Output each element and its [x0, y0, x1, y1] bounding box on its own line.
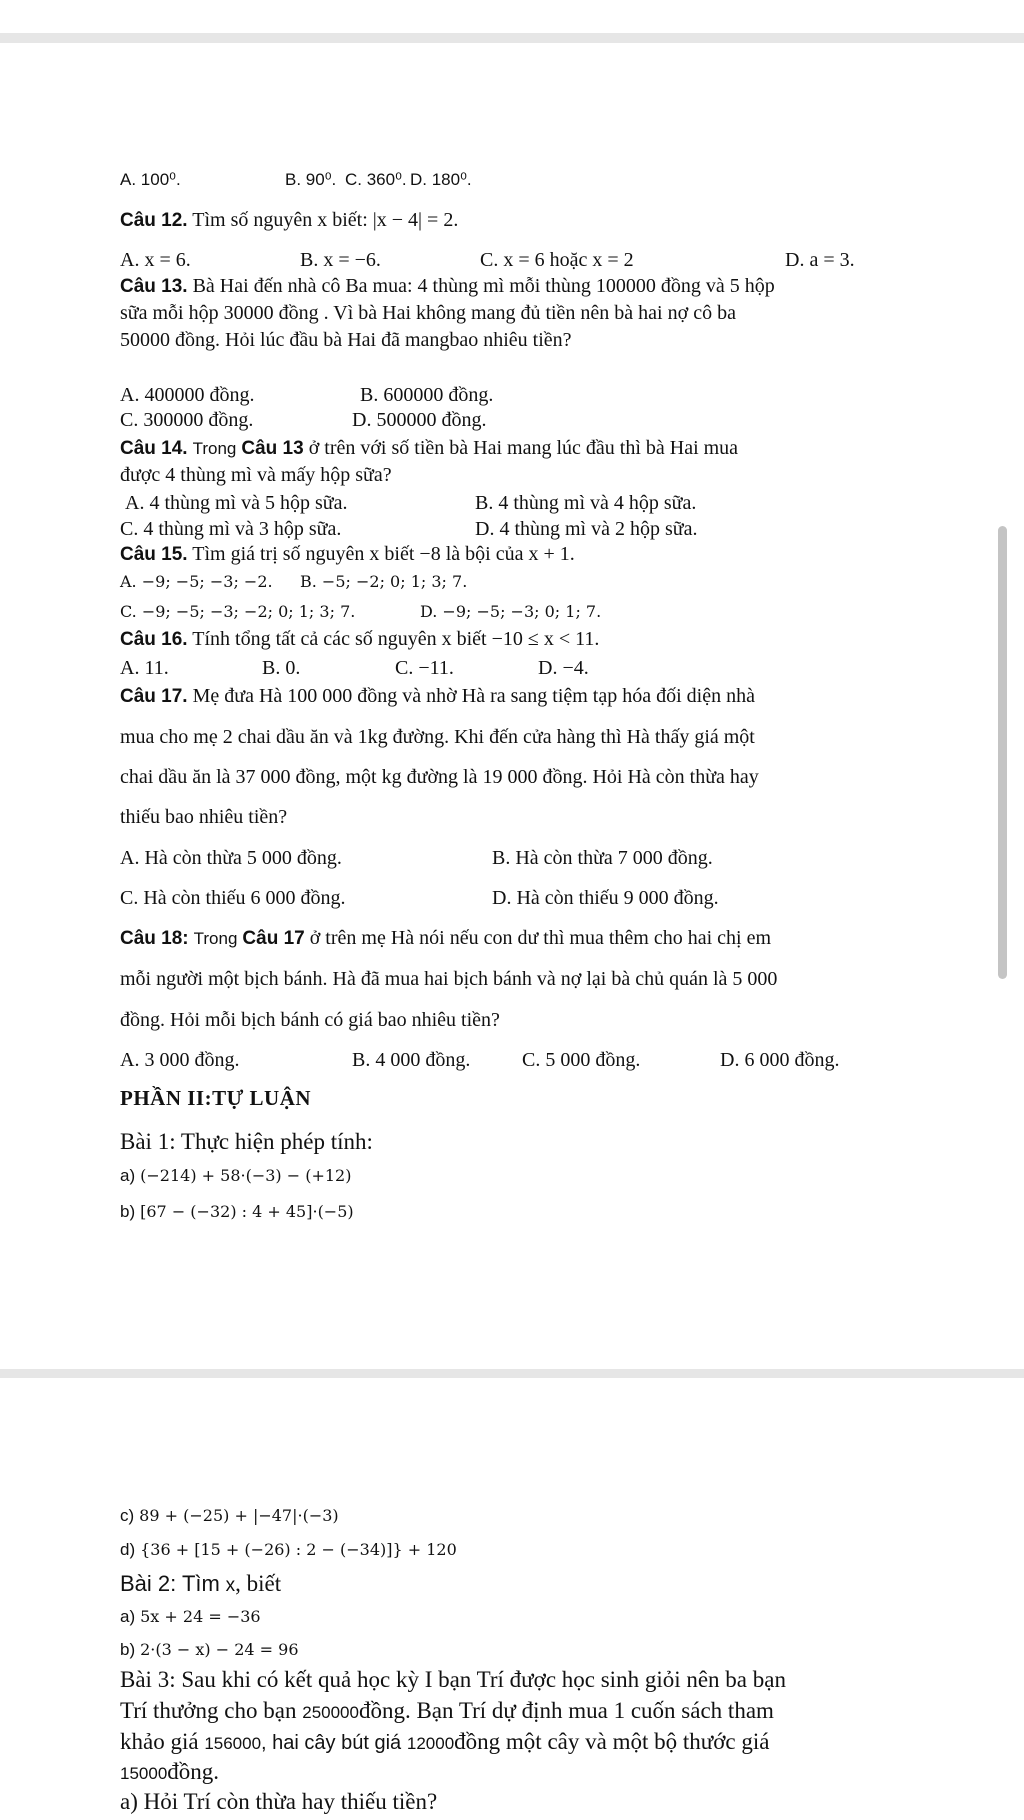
q18-option-a: A. 3 000 đồng.	[120, 1049, 240, 1071]
q13-option-c: C. 300000 đồng.	[120, 409, 254, 431]
q17-line-3: chai dầu ăn là 37 000 đồng, một kg đường là 19 000 đồng. Hỏi Hà còn thừa hay	[120, 766, 759, 788]
q18-option-b: B. 4 000 đồng.	[352, 1049, 471, 1071]
q15-option-d: D. −9; −5; −3; 0; 1; 7.	[420, 602, 602, 621]
q14-option-d: D. 4 thùng mì và 2 hộp sữa.	[475, 518, 698, 540]
q18-line-3: đồng. Hỏi mỗi bịch bánh có giá bao nhiêu tiền?	[120, 1009, 500, 1031]
q18-line-2: mỗi người một bịch bánh. Hà đã mua hai bịch bánh và nợ lại bà chủ quán là 5 000	[120, 968, 778, 990]
q15-option-c: C. −9; −5; −3; −2; 0; 1; 3; 7.	[120, 602, 356, 621]
q11-option-d: D. 180⁰.	[410, 170, 472, 189]
bai-3-line-1: Bài 3: Sau khi có kết quả học kỳ I bạn Trí được học sinh giỏi nên ba bạn	[120, 1667, 786, 1692]
q12-option-d: D. a = 3.	[785, 249, 855, 271]
q15-question: Câu 15. Tìm giá trị số nguyên x biết −8 là bội của x + 1.	[120, 543, 575, 565]
q14-option-a: A. 4 thùng mì và 5 hộp sữa.	[125, 492, 348, 514]
q13-line-1: Câu 13. Bà Hai đến nhà cô Ba mua: 4 thùng mì mỗi thùng 100000 đồng và 5 hộp	[120, 275, 775, 297]
q14-option-b: B. 4 thùng mì và 4 hộp sữa.	[475, 492, 697, 514]
q12-question: Câu 12. Tìm số nguyên x biết: |x − 4| = 2.	[120, 209, 459, 231]
q13-option-d: D. 500000 đồng.	[352, 409, 487, 431]
q11-option-a: A. 100⁰.	[120, 170, 181, 189]
q17-option-a: A. Hà còn thừa 5 000 đồng.	[120, 847, 342, 869]
q16-option-a: A. 11.	[120, 657, 169, 679]
q11-option-b: B. 90⁰.	[285, 170, 337, 189]
bai-2-title: Bài 2: Tìm x, biết	[120, 1571, 282, 1596]
q14-line-2: được 4 thùng mì và mấy hộp sữa?	[120, 464, 392, 486]
q17-option-b: B. Hà còn thừa 7 000 đồng.	[492, 847, 713, 869]
q16-option-d: D. −4.	[538, 657, 589, 679]
q18-option-c: C. 5 000 đồng.	[522, 1049, 641, 1071]
bai-3-line-2: Trí thưởng cho bạn 250000đồng. Bạn Trí dự định mua 1 cuốn sách tham	[120, 1698, 774, 1723]
bai-3-line-3: khảo giá 156000, hai cây bút giá 12000đồng một cây và một bộ thước giá	[120, 1729, 770, 1754]
q13-option-a: A. 400000 đồng.	[120, 384, 255, 406]
q13-line-3: 50000 đồng. Hỏi lúc đầu bà Hai đã mangbao nhiêu tiền?	[120, 329, 572, 351]
q16-option-b: B. 0.	[262, 657, 301, 679]
q17-line-2: mua cho mẹ 2 chai dầu ăn và 1kg đường. Khi đến cửa hàng thì Hà thấy giá một	[120, 726, 755, 748]
bai-3-line-4: 15000đồng.	[120, 1759, 220, 1784]
q13-line-2: sữa mỗi hộp 30000 đồng . Vì bà Hai không mang đủ tiền nên bà hai nợ cô ba	[120, 302, 736, 324]
bai-1-a: a) (−214) + 58·(−3) − (+12)	[120, 1166, 352, 1185]
part-2-title: PHẦN II:TỰ LUẬN	[120, 1086, 312, 1110]
top-gray-band	[0, 33, 1024, 43]
q12-option-a: A. x = 6.	[120, 249, 191, 271]
bai-1-title: Bài 1: Thực hiện phép tính:	[120, 1129, 373, 1154]
scrollbar-thumb[interactable]	[998, 526, 1007, 979]
q17-line-4: thiếu bao nhiêu tiền?	[120, 806, 288, 828]
bai-1-b: b) [67 − (−32) : 4 + 45]·(−5)	[120, 1202, 354, 1221]
q15-option-b: B. −5; −2; 0; 1; 3; 7.	[300, 572, 468, 591]
q14-line-1: Câu 14. Trong Câu 13 ở trên với số tiền bà Hai mang lúc đầu thì bà Hai mua	[120, 437, 739, 459]
q13-option-b: B. 600000 đồng.	[360, 384, 494, 406]
bai-3-question-a: a) Hỏi Trí còn thừa hay thiếu tiền?	[120, 1789, 438, 1814]
bai-1-d: d) {36 + [15 + (−26) : 2 − (−34)]} + 120	[120, 1540, 457, 1559]
bai-2-a: a) 5x + 24 = −36	[120, 1607, 261, 1626]
q12-option-c: C. x = 6 hoặc x = 2	[480, 249, 634, 271]
bai-2-b: b) 2·(3 − x) − 24 = 96	[120, 1640, 299, 1659]
q12-option-b: B. x = −6.	[300, 249, 381, 271]
q14-option-c: C. 4 thùng mì và 3 hộp sữa.	[120, 518, 342, 540]
q17-option-d: D. Hà còn thiếu 9 000 đồng.	[492, 887, 719, 909]
q16-question: Câu 16. Tính tổng tất cả các số nguyên x biết −10 ≤ x < 11.	[120, 628, 600, 650]
q17-line-1: Câu 17. Mẹ đưa Hà 100 000 đồng và nhờ Hà ra sang tiệm tạp hóa đối diện nhà	[120, 685, 755, 707]
q18-line-1: Câu 18: Trong Câu 17 ở trên mẹ Hà nói nếu con dư thì mua thêm cho hai chị em	[120, 927, 772, 949]
q11-option-c: C. 360⁰.	[345, 170, 407, 189]
q17-option-c: C. Hà còn thiếu 6 000 đồng.	[120, 887, 346, 909]
page-separator	[0, 1369, 1024, 1378]
q16-option-c: C. −11.	[395, 657, 454, 679]
bai-1-c: c) 89 + (−25) + |−47|·(−3)	[120, 1506, 339, 1525]
q15-option-a: A. −9; −5; −3; −2.	[120, 572, 273, 591]
q18-option-d: D. 6 000 đồng.	[720, 1049, 840, 1071]
